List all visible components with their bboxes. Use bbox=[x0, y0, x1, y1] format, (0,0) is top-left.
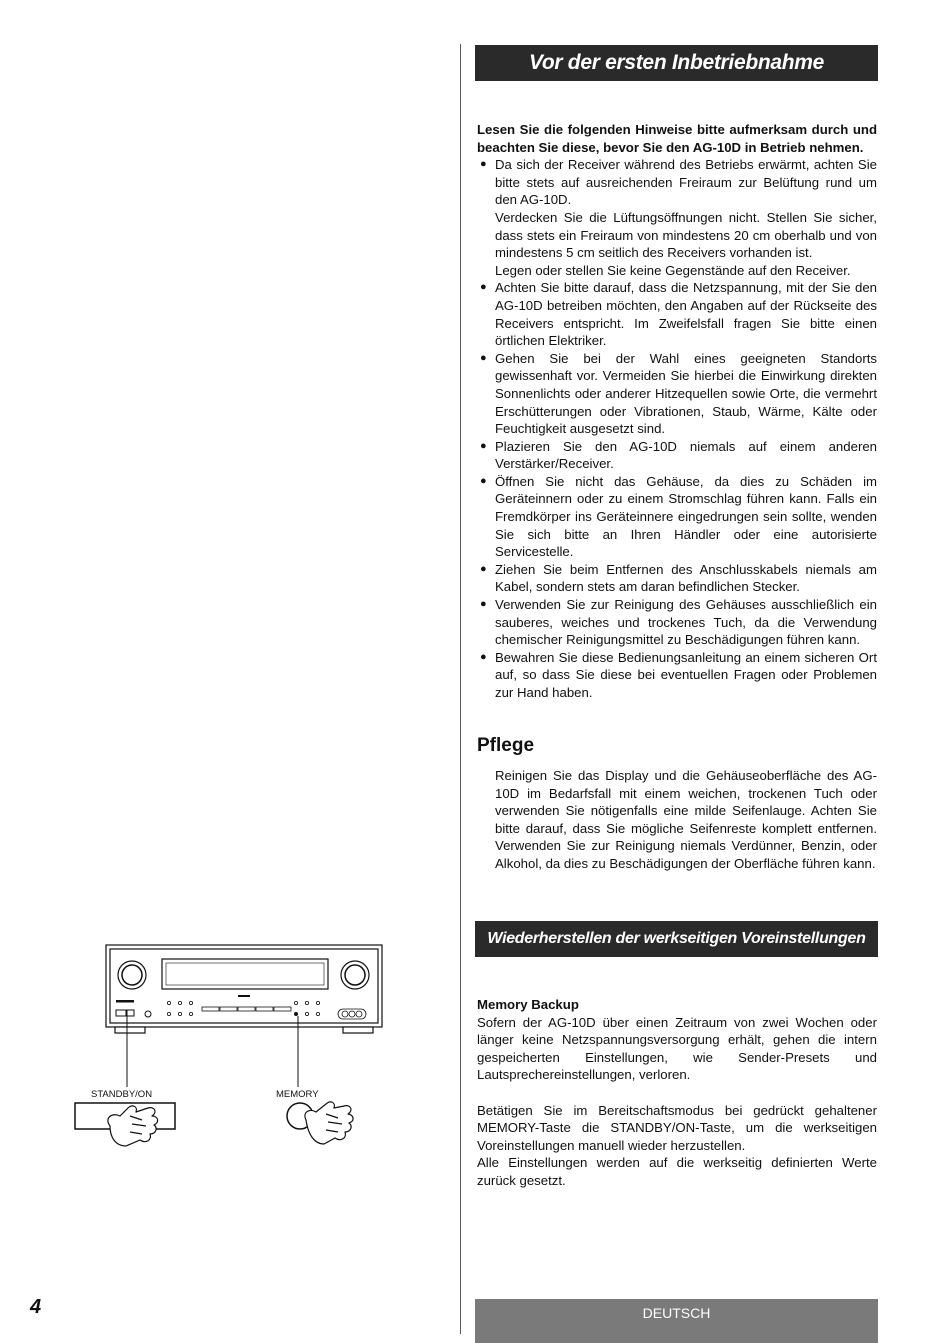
reset-section-banner: Wiederherstellen der werkseitigen Voreinstellungen bbox=[475, 921, 878, 957]
standby-label: STANDBY/ON bbox=[91, 1089, 153, 1100]
pressing-hand-icon bbox=[305, 1102, 353, 1144]
memory-button[interactable] bbox=[294, 1012, 298, 1016]
bullet-icon: ● bbox=[480, 474, 487, 487]
bullet-icon: ● bbox=[480, 281, 487, 294]
bullet-icon: ● bbox=[480, 650, 487, 663]
memory-backup-heading: Memory Backup bbox=[477, 997, 579, 1012]
page-number: 4 bbox=[30, 1296, 42, 1318]
list-item bbox=[477, 350, 877, 438]
list-item-text: Verdecken Sie die Lüftungsöffnungen nicht. Stellen Sie sicher, dass stets ein Freiraum von mindestens 20 cm oberhalb und von mindestens 5 cm seitlich des Receivers vorhanden ist. bbox=[495, 209, 877, 261]
memory-backup-section bbox=[477, 996, 877, 1190]
bullet-icon: ● bbox=[480, 158, 487, 171]
bullet-icon: ● bbox=[480, 439, 487, 452]
list-item-text: Achten Sie bitte darauf, dass die Netzspannung, mit der Sie den AG-10D betreiben möchten, den Angaben auf der Rückseite des Receivers entspricht. Im Zweifelsfall fragen Sie bitte einen örtlichen Elektriker. bbox=[495, 280, 877, 349]
safety-instructions bbox=[477, 121, 877, 702]
list-item-text: Öffnen Sie nicht das Gehäuse, da dies zu Schäden im Geräteinnern oder zu einem Stromschlag führen kann. Falls ein Fremdkörper ins Geräteinnere eingedrungen sein sollte, wenden Sie sich bitte an Ihren Händler oder eine autorisierte Servicestelle. bbox=[495, 473, 877, 560]
pflege-text: Reinigen Sie das Display und die Gehäuseoberfläche des AG-10D im Bedarfsfall mit einem weichen, trockenen Tuch oder verwenden Sie nötigenfalls eine milde Seifenlauge. Achten Sie bitte darauf, dass Sie mögliche Seifenreste komplett entfernen. Verwenden Sie zur Reinigung niemals Verdünner, Benzin, oder Alkohol, da dies zu Beschädigungen der Oberfläche führen kann. bbox=[495, 768, 877, 871]
bullet-icon: ● bbox=[480, 562, 487, 575]
list-item bbox=[477, 649, 877, 702]
list-item bbox=[477, 596, 877, 649]
brand-logo bbox=[116, 1000, 134, 1003]
list-item bbox=[477, 561, 877, 596]
reset-instruction-text: Betätigen Sie im Bereitschaftsmodus bei gedrückt gehaltener MEMORY-Taste die STANDBY/ON-Taste, um die werkseitigen Voreinstellungen manuell wieder herzustellen. bbox=[477, 1102, 877, 1153]
list-item-text: Bewahren Sie diese Bedienungsanleitung an einem sicheren Ort auf, so dass Sie diese bei eventuellen Fragen oder Problemen zur Hand haben. bbox=[495, 649, 877, 700]
list-item-text: Legen oder stellen Sie keine Gegenstände auf den Receiver. bbox=[495, 262, 851, 278]
language-footer: DEUTSCH bbox=[475, 1299, 878, 1343]
section-title-banner: Vor der ersten Inbetriebnahme bbox=[475, 45, 878, 81]
pflege-heading: Pflege bbox=[477, 735, 535, 756]
column-divider bbox=[460, 44, 461, 1334]
memory-backup-text: Sofern der AG-10D über einen Zeitraum von zwei Wochen oder länger keine Netzspannungsversorgung erhält, gehen die intern gespeicherten Einstellungen, wie Sender-Presets und Lautsprechereinstellungen, verloren. bbox=[477, 1014, 877, 1083]
model-label-plate bbox=[238, 995, 250, 997]
list-item-text: Plazieren Sie den AG-10D niemals auf einem anderen Verstärker/Receiver. bbox=[495, 438, 877, 472]
list-item bbox=[477, 156, 877, 279]
list-item-text: Ziehen Sie beim Entfernen des Anschlusskabels niemals am Kabel, sondern stets am daran befindlichen Stecker. bbox=[495, 561, 877, 595]
memory-label: MEMORY bbox=[276, 1089, 319, 1100]
intro-lead: Lesen Sie die folgenden Hinweise bitte aufmerksam durch und beachten Sie diese, bevor Sie den AG-10D in Betrieb nehmen. bbox=[477, 122, 877, 155]
bullet-list bbox=[477, 156, 877, 701]
list-item-text: Verwenden Sie zur Reinigung des Gehäuses ausschließlich ein sauberes, weiches und trockenes Tuch, da die Verwendung chemischer Reinigungsmittel zu Beschädigungen führen kann. bbox=[495, 597, 877, 648]
bullet-icon: ● bbox=[480, 598, 487, 611]
receiver-front-panel-illustration bbox=[70, 940, 390, 1160]
list-item bbox=[477, 438, 877, 473]
list-item bbox=[477, 473, 877, 561]
list-item bbox=[477, 279, 877, 349]
bullet-icon: ● bbox=[480, 351, 487, 364]
reset-result-text: Alle Einstellungen werden auf die werkseitig definierten Werte zurück gesetzt. bbox=[477, 1155, 877, 1188]
list-item-text: Gehen Sie bei der Wahl eines geeigneten Standorts gewissenhaft vor. Vermeiden Sie hierbei die Einwirkung direkten Sonnenlichts oder anderer Hitzequellen sowie Orte, die vermehrt Erschütterungen oder Vibrationen, Staub, Wärme, Kälte oder Feuchtigkeit ausgesetzt sind. bbox=[495, 350, 877, 437]
list-item-text: Da sich der Receiver während des Betriebs erwärmt, achten Sie bitte stets auf ausreichenden Freiraum zur Belüftung rund um den AG-10D. bbox=[495, 157, 877, 208]
